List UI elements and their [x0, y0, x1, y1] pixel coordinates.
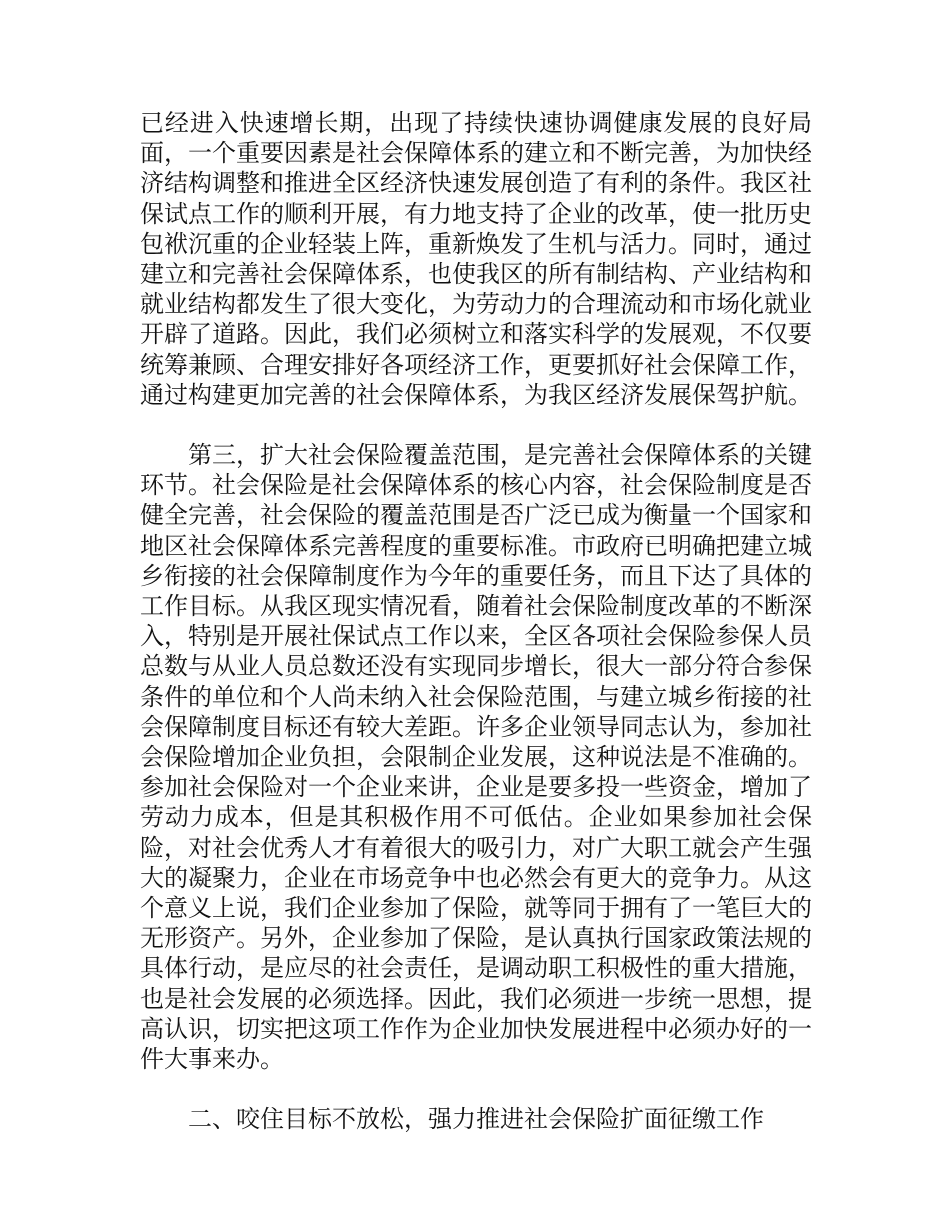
paragraph-third-point: 第三，扩大社会保险覆盖范围，是完善社会保障体系的关键环节。社会保险是社会保障体系的核心内容，社会保险制度是否健全完善，社会保险的覆盖范围是否广泛已成为衡量一个国家和地区社会保障体系完善程度的重要标准。市政府已明确把建立城乡衔接的社会保障制度作为今年的重要任务，而且下达了具体的工作目标。从我区现实情况看，随着社会保险制度改革的不断深入，特别是开展社保试点工作以来，全区各项社会保险参保人员总数与从业人员总数还没有实现同步增长，很大一部分符合参保条件的单位和个人尚未纳入社会保险范围，与建立城乡衔接的社会保障制度目标还有较大差距。许多企业领导同志认为，参加社会保险增加企业负担，会限制企业发展，这种说法是不准确的。参加社会保险对一个企业来讲，企业是要多投一些资金，增加了劳动力成本，但是其积极作用不可低估。企业如果参加社会保险，对社会优秀人才有着很大的吸引力，对广大职工就会产生强大的凝聚力，企业在市场竞争中也必然会有更大的竞争力。从这个意义上说，我们企业参加了保险，就等同于拥有了一笔巨大的无形资产。另外，企业参加了保险，是认真执行国家政策法规的具体行动，是应尽的社会责任，是调动职工积极性的重大措施，也是社会发展的必须选择。因此，我们必须进一步统一思想，提高认识，切实把这项工作作为企业加快发展进程中必须办好的一件大事来办。 [140, 441, 812, 1074]
section-heading-two: 二、咬住目标不放松，强力推进社会保险扩面征缴工作 [188, 1105, 764, 1134]
document-page [140, 108, 812, 1135]
paragraph-continuation: 已经进入快速增长期，出现了持续快速协调健康发展的良好局面，一个重要因素是社会保障体系的建立和不断完善，为加快经济结构调整和推进全区经济快速发展创造了有利的条件。我区社保试点工作的顺利开展，有力地支持了企业的改革，使一批历史包袱沉重的企业轻装上阵，重新焕发了生机与活力。同时，通过建立和完善社会保障体系，也使我区的所有制结构、产业结构和就业结构都发生了很大变化，为劳动力的合理流动和市场化就业开辟了道路。因此，我们必须树立和落实科学的发展观，不仅要统筹兼顾、合理安排好各项经济工作，更要抓好社会保障工作，通过构建更加完善的社会保障体系，为我区经济发展保驾护航。 [140, 109, 812, 409]
